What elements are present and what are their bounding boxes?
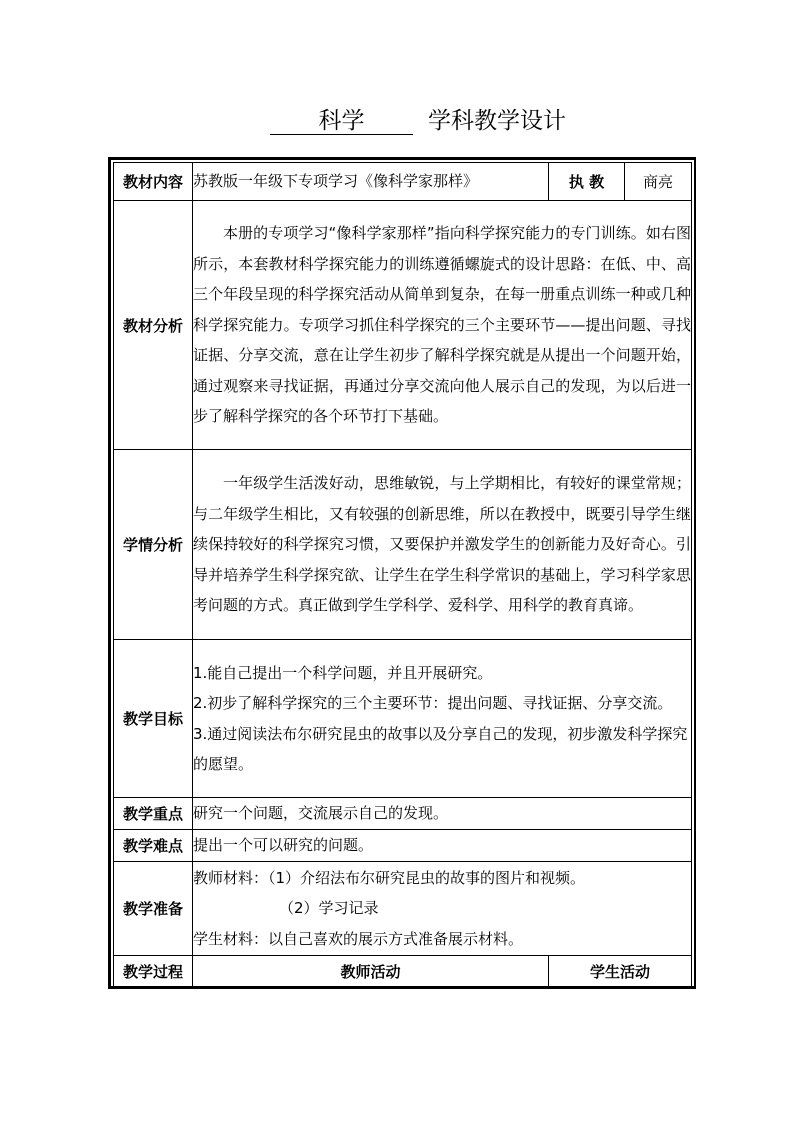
process-label: 教学过程 [114, 956, 193, 988]
teacher-label: 执 教 [549, 163, 625, 201]
goal-item: 3.通过阅读法布尔研究昆虫的故事以及分享自己的发现，初步激发科学探究的愿望。 [193, 724, 688, 773]
row-students [114, 450, 692, 640]
student-materials: 学生材料：以自己喜欢的展示方式准备展示材料。 [193, 929, 524, 948]
student-activity-header: 学生活动 [549, 956, 692, 988]
title-text: 学科教学设计 [428, 108, 566, 134]
teacher-materials: 教师材料：（1）介绍法布尔研究昆虫的故事的图片和视频。 [193, 868, 586, 887]
teacher-activity-header: 教师活动 [193, 956, 549, 988]
goal-item: 2.初步了解科学探究的三个主要环节：提出问题、寻找证据、分享交流。 [193, 694, 673, 712]
lesson-plan-table [113, 162, 692, 988]
preparation-label: 教学准备 [114, 862, 193, 956]
preparation-text [193, 862, 692, 956]
students-text: 一年级学生活泼好动，思维敏锐，与上学期相比，有较好的课堂常规；与二年级学生相比，又有较强的创新思维，所以在教授中，既要引导学生继续保持较好的科学探究习惯，又要保护并激发学生的创新能力及好奇心。引导并培养学生科学探究欲、让学生在学生科学常识的基础上，学习科学家思考问题的方式。真正做到学生学科学、爱科学、用科学的教育真谛。 [193, 450, 692, 640]
row-analysis [114, 201, 692, 450]
key-point-label: 教学重点 [114, 798, 193, 830]
difficulty-label: 教学难点 [114, 830, 193, 862]
learning-record: （2）学习记录 [279, 899, 379, 918]
subject-blank [270, 108, 413, 135]
row-material [114, 163, 692, 201]
key-point-text: 研究一个问题，交流展示自己的发现。 [193, 798, 692, 830]
material-label: 教材内容 [114, 163, 193, 201]
row-process [114, 956, 692, 988]
document-title [0, 104, 794, 140]
analysis-label: 教材分析 [114, 201, 193, 450]
goals-list [193, 640, 692, 798]
students-label: 学情分析 [114, 450, 193, 640]
goal-item: 1.能自己提出一个科学问题，并且开展研究。 [193, 663, 493, 682]
row-goals [114, 640, 692, 798]
row-preparation [114, 862, 692, 956]
subject-name: 科学 [318, 108, 365, 134]
difficulty-text: 提出一个可以研究的问题。 [193, 830, 692, 862]
row-key-point [114, 798, 692, 830]
material-value: 苏教版一年级下专项学习《像科学家那样》 [193, 163, 549, 201]
analysis-text: 本册的专项学习“像科学家那样”指向科学探究能力的专门训练。如右图所示，本套教材科学探究能力的训练遵循螺旋式的设计思路：在低、中、高三个年段呈现的科学探究活动从简单到复杂，在每一册重点训练一种或几种科学探究能力。专项学习抓住科学探究的三个主要环节——提出问题、寻找证据、分享交流，意在让学生初步了解科学探究就是从提出一个问题开始，通过观察来寻找证据，再通过分享交流向他人展示自己的发现，为以后进一步了解科学探究的各个环节打下基础。 [193, 201, 692, 450]
goals-label: 教学目标 [114, 640, 193, 798]
row-difficulty [114, 830, 692, 862]
teacher-name: 商亮 [625, 163, 692, 201]
